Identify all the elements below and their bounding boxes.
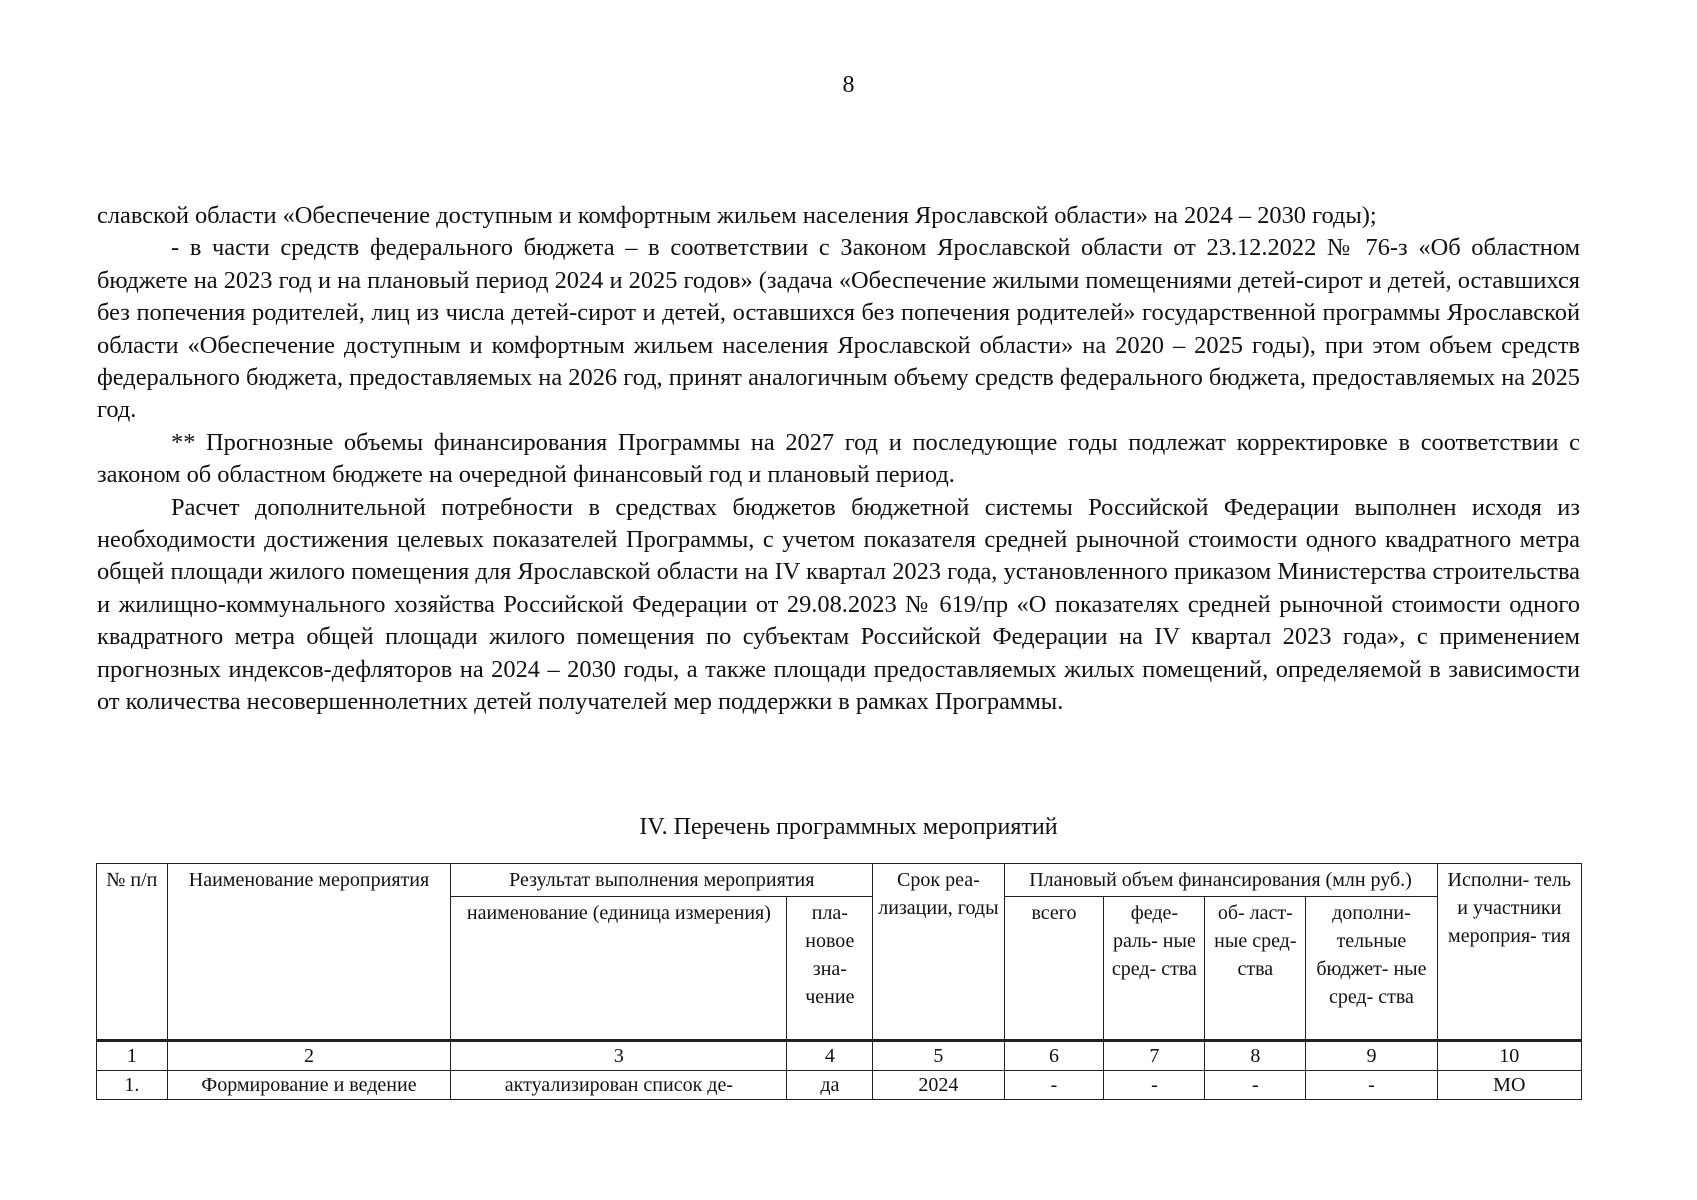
row-regional: -	[1205, 1071, 1306, 1100]
row-federal: -	[1104, 1071, 1205, 1100]
column-number: 7	[1104, 1041, 1205, 1071]
column-number: 2	[167, 1041, 451, 1071]
row-name: Формирование и ведение	[167, 1071, 451, 1100]
row-result-name: актуализирован список де-	[451, 1071, 787, 1100]
column-numbers-row	[97, 1041, 1582, 1071]
column-number: 4	[787, 1041, 873, 1071]
header-term: Срок реа- лизации, годы	[873, 864, 1004, 1041]
header-name: Наименование мероприятия	[167, 864, 451, 1041]
column-number: 1	[97, 1041, 168, 1071]
row-term: 2024	[873, 1071, 1004, 1100]
header-num: № п/п	[97, 864, 168, 1041]
page-number: 8	[842, 72, 855, 98]
paragraph-3: ** Прогнозные объемы финансирования Программы на 2027 год и последующие годы подлежат корректировке в соответствии с законом об областном бюджете на очередной финансовый год и плановый период.	[97, 428, 1580, 489]
header-financing: Плановый объем финансирования (млн руб.)	[1004, 864, 1437, 897]
row-result-value: да	[787, 1071, 873, 1100]
table-header-row-1	[97, 864, 1582, 897]
column-number: 3	[451, 1041, 787, 1071]
header-federal: феде- раль- ные сред- ства	[1104, 897, 1205, 1041]
column-number: 6	[1004, 1041, 1104, 1071]
section-title: IV. Перечень программных мероприятий	[639, 814, 1058, 840]
paragraph-1: славской области «Обеспечение доступным и комфортным жильем населения Ярославской области» на 2024 – 2030 годы);	[97, 202, 1377, 229]
header-additional: дополни- тельные бюджет- ные сред- ства	[1306, 897, 1437, 1041]
column-number: 10	[1437, 1041, 1581, 1071]
header-regional: об- ласт- ные сред- ства	[1205, 897, 1306, 1041]
body-text	[97, 200, 1580, 719]
header-total: всего	[1004, 897, 1104, 1041]
paragraph-2: - в части средств федерального бюджета – в соответствии с Законом Ярославской области от 23.12.2022 № 76-з «Об областном бюджете на 2023 год и на плановый период 2024 и 2025 годов» (задача «Обеспечение жилыми помещениями детей-сирот и детей, оставшихся без попечения родителей, лиц из числа детей-сирот и детей, оставшихся без попечения родителей» государственной программы Ярославской области «Обеспечение доступным и комфортным жильем населения Ярославской области» на 2020 – 2025 годы), при этом объем средств федерального бюджета, предоставляемых на 2026 год, принят аналогичным объему средств федерального бюджета, предоставляемых на 2025 год.	[97, 234, 1581, 424]
row-executor: МО	[1437, 1071, 1581, 1100]
paragraph-4: Расчет дополнительной потребности в средствах бюджетов бюджетной системы Российской Федерации выполнен исходя из необходимости достижения целевых показателей Программы, с учетом показателя средней рыночной стоимости одного квадратного метра общей площади жилого помещения для Ярославской области на IV квартал 2023 года, установленного приказом Министерства строительства и жилищно-коммунального хозяйства Российской Федерации от 29.08.2023 № 619/пр «О показателях средней рыночной стоимости одного квадратного метра общей площади жилого помещения по субъектам Российской Федерации на IV квартал 2023 года», с применением прогнозных индексов-дефляторов на 2024 – 2030 годы, а также площади предоставляемых жилых помещений, определяемой в зависимости от количества несовершеннолетних детей получателей мер поддержки в рамках Программы.	[97, 493, 1580, 716]
table-row	[97, 1071, 1582, 1100]
column-number: 8	[1205, 1041, 1306, 1071]
row-num: 1.	[97, 1071, 168, 1100]
header-result: Результат выполнения мероприятия	[451, 864, 873, 897]
row-total: -	[1004, 1071, 1104, 1100]
header-result-name: наименование (единица измерения)	[451, 897, 787, 1041]
row-additional: -	[1306, 1071, 1437, 1100]
header-executor: Исполни- тель и участники мероприя- тия	[1437, 864, 1581, 1041]
header-result-value: пла- новое зна- чение	[787, 897, 873, 1041]
column-number: 9	[1306, 1041, 1437, 1071]
program-activities-table	[96, 863, 1582, 1100]
column-number: 5	[873, 1041, 1004, 1071]
